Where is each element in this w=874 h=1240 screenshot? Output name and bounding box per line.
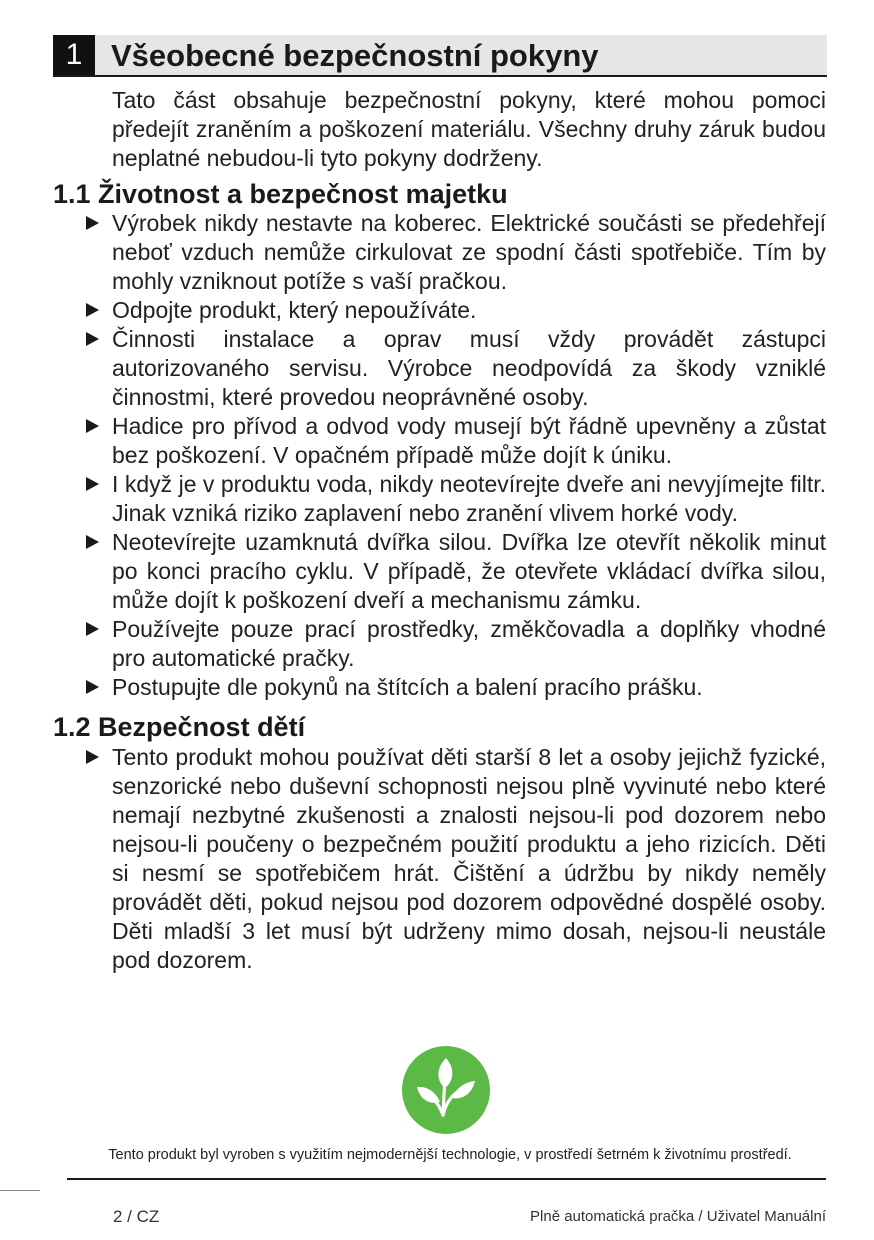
bullet-icon [86, 216, 99, 230]
list-item-text: Postupujte dle pokynů na štítcích a balení pracího prášku. [112, 674, 703, 700]
list-item-text: Odpojte produkt, který nepoužíváte. [112, 297, 477, 323]
page-number: 2 / CZ [113, 1207, 160, 1226]
list-item [84, 296, 826, 325]
bullet-icon [86, 332, 99, 346]
property-safety-list [84, 209, 826, 702]
chapter-heading [53, 35, 827, 77]
crop-mark [0, 1190, 40, 1191]
footer-divider [67, 1178, 826, 1180]
list-item [84, 743, 826, 975]
list-item [84, 412, 826, 470]
list-item-text: Tento produkt mohou používat děti starší 8 let a osoby jejichž fyzické, senzorické nebo duševní schopnosti nejsou plně vyvinuté nebo které nemají nezbytné zkušenosti a znalosti nejsou-li pod dozorem nebo nejsou-li poučeny o bezpečném použití produktu a jeho rizicích. Děti si nesmí se spotřebičem hrát. Čištění a údržbu by nikdy neměly provádět děti, pokud nejsou pod dozorem odpovědné dospělé osoby. Děti mladší 3 let musí být udrženy mimo dosah, nejsou-li neustále pod dozorem. [112, 744, 826, 973]
list-item-text: Činnosti instalace a oprav musí vždy provádět zástupci autorizovaného servisu. Výrobce neodpovídá za škody vzniklé činnostmi, které provedou neoprávněné osoby. [112, 326, 826, 410]
bullet-icon [86, 750, 99, 764]
child-safety-list [84, 743, 826, 975]
bullet-icon [86, 680, 99, 694]
list-item-text: Hadice pro přívod a odvod vody musejí být řádně upevněny a zůstat bez poškození. V opačném případě může dojít k úniku. [112, 413, 826, 468]
list-item [84, 673, 826, 702]
chapter-intro: Tato část obsahuje bezpečnostní pokyny, které mohou pomoci předejít zraněním a poškození materiálu. Všechny druhy záruk budou neplatné nebudou-li tyto pokyny dodrženy. [112, 87, 826, 171]
bullet-icon [86, 303, 99, 317]
bullet-icon [86, 477, 99, 491]
section-title-property-safety: 1.1 Životnost a bezpečnost majetku [53, 179, 508, 209]
list-item-text: Výrobek nikdy nestavte na koberec. Elektrické součásti se předehřejí neboť vzduch nemůže cirkulovat ze spodní části spotřebiče. Tím by mohly vzniknout potíže s vaší pračkou. [112, 210, 826, 294]
leaf-icon [402, 1046, 490, 1134]
bullet-icon [86, 419, 99, 433]
eco-caption: Tento produkt byl vyroben s využitím nejmodernější technologie, v prostředí šetrném k životnímu prostředí. [108, 1147, 792, 1163]
list-item-text: I když je v produktu voda, nikdy neotevírejte dveře ani nevyjímejte filtr. Jinak vzniká riziko zaplavení nebo zranění vlivem horké vody. [112, 471, 826, 526]
document-title: Plně automatická pračka / Uživatel Manuální [530, 1208, 826, 1225]
list-item [84, 325, 826, 412]
bullet-icon [86, 535, 99, 549]
chapter-number: 1 [53, 35, 95, 75]
list-item [84, 470, 826, 528]
list-item [84, 615, 826, 673]
bullet-icon [86, 622, 99, 636]
list-item [84, 528, 826, 615]
list-item-text: Neotevírejte uzamknutá dvířka silou. Dvířka lze otevřít několik minut po konci pracího cyklu. V případě, že otevřete vkládací dvířka silou, může dojít k poškození dveří a mechanismu zámku. [112, 529, 826, 613]
chapter-title: Všeobecné bezpečnostní pokyny [111, 38, 599, 73]
list-item-text: Používejte pouze prací prostředky, změkčovadla a doplňky vhodné pro automatické pračky. [112, 616, 826, 671]
section-title-child-safety: 1.2 Bezpečnost dětí [53, 712, 306, 742]
list-item [84, 209, 826, 296]
